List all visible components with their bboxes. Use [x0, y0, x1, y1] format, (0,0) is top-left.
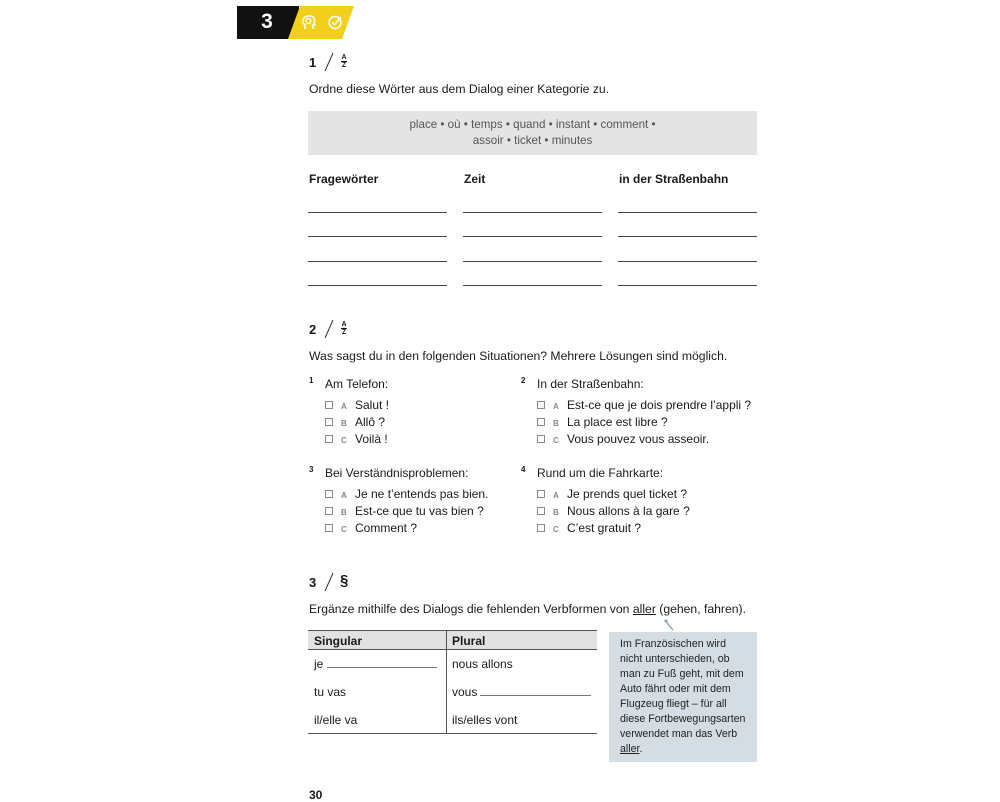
checkbox[interactable]: [325, 435, 333, 443]
exercise-divider-icon: [322, 51, 336, 73]
table-cell: il/elle va: [314, 713, 358, 727]
checkbox[interactable]: [325, 418, 333, 426]
option-row[interactable]: B Nous allons à la gare ?: [537, 504, 690, 518]
answer-line[interactable]: [308, 236, 447, 237]
table-rule: [308, 649, 597, 650]
table-header-plural: Plural: [452, 634, 486, 648]
answer-line[interactable]: [463, 261, 602, 262]
question-title: Rund um die Fahrkarte:: [537, 466, 664, 480]
grammar-section-icon: §: [340, 572, 349, 589]
checkbox[interactable]: [537, 490, 545, 498]
answer-line[interactable]: [463, 212, 602, 213]
blank-line[interactable]: [480, 695, 591, 696]
exercise-divider-icon: [322, 318, 336, 340]
option-row[interactable]: A Salut !: [325, 398, 389, 412]
exercise-2-number: 2: [309, 322, 317, 337]
exercise-3-instruction: Ergänze mithilfe des Dialogs die fehlenden Verbformen von aller (gehen, fahren).: [309, 602, 746, 616]
table-cell: tu vas: [314, 685, 347, 699]
question-number: 4: [521, 465, 526, 474]
checkbox[interactable]: [537, 435, 545, 443]
option-row[interactable]: C Comment ?: [325, 521, 417, 535]
word-bank: [308, 111, 757, 155]
az-vocabulary-icon: A Z: [341, 321, 347, 336]
table-cell: ils/elles vont: [452, 713, 518, 727]
question-title: Am Telefon:: [325, 377, 389, 391]
table-divider: [446, 631, 447, 733]
column-header-strassenbahn: in der Straßenbahn: [619, 172, 729, 186]
answer-line[interactable]: [618, 212, 757, 213]
checkbox[interactable]: [537, 418, 545, 426]
answer-line[interactable]: [463, 236, 602, 237]
answer-line[interactable]: [463, 285, 602, 286]
option-row[interactable]: C C’est gratuit ?: [537, 521, 641, 535]
page-number: 30: [309, 788, 323, 802]
exercise-1-number: 1: [309, 55, 317, 70]
option-row[interactable]: B Est-ce que tu vas bien ?: [325, 504, 484, 518]
exercise-3-number: 3: [309, 575, 317, 590]
question-title: In der Straßenbahn:: [537, 377, 644, 391]
az-vocabulary-icon: A Z: [341, 54, 347, 69]
answer-line[interactable]: [618, 236, 757, 237]
table-cell: vous: [452, 685, 478, 699]
checkbox[interactable]: [325, 401, 333, 409]
chapter-number: 3: [261, 10, 273, 33]
question-number: 1: [309, 376, 314, 385]
checkbox[interactable]: [537, 401, 545, 409]
answer-line[interactable]: [308, 212, 447, 213]
option-row[interactable]: B La place est libre ?: [537, 415, 668, 429]
answer-line[interactable]: [308, 261, 447, 262]
table-cell: je: [314, 657, 324, 671]
info-box: Im Französischen wird nicht unterschieden, ob man zu Fuß geht, mit dem Auto fährt oder mit dem Flugzeug fliegt – für all diese Fortbewegungsarten verwendet man das Verb aller.: [609, 632, 757, 762]
answer-line[interactable]: [308, 285, 447, 286]
option-row[interactable]: C Voilà !: [325, 432, 388, 446]
table-rule: [308, 630, 597, 631]
question-number: 2: [521, 376, 526, 385]
column-header-fragewoerter: Fragewörter: [309, 172, 379, 186]
table-cell: nous allons: [452, 657, 513, 671]
head-lightbulb-icon: [300, 13, 318, 31]
option-row[interactable]: A Je ne t’entends pas bien.: [325, 487, 488, 501]
target-check-icon: [326, 13, 344, 31]
table-rule: [308, 733, 597, 734]
checkbox[interactable]: [325, 490, 333, 498]
table-header-singular: Singular: [314, 634, 363, 648]
answer-line[interactable]: [618, 285, 757, 286]
word-bank-line-1: place • où • temps • quand • instant • comment •: [409, 118, 656, 131]
word-bank-line-2: assoir • ticket • minutes: [472, 134, 593, 147]
checkbox[interactable]: [537, 524, 545, 532]
blank-line[interactable]: [327, 667, 437, 668]
answer-line[interactable]: [618, 261, 757, 262]
checkbox[interactable]: [537, 507, 545, 515]
option-row[interactable]: A Est-ce que je dois prendre l’appli ?: [537, 398, 751, 412]
checkbox[interactable]: [325, 507, 333, 515]
question-number: 3: [309, 465, 314, 474]
question-title: Bei Verständnisproblemen:: [325, 466, 469, 480]
exercise-divider-icon: [322, 571, 336, 593]
option-row[interactable]: B Allô ?: [325, 415, 385, 429]
exercise-2-instruction: Was sagst du in den folgenden Situationen? Mehrere Lösungen sind möglich.: [309, 349, 728, 363]
exercise-1-instruction: Ordne diese Wörter aus dem Dialog einer Kategorie zu.: [309, 82, 610, 96]
checkbox[interactable]: [325, 524, 333, 532]
option-row[interactable]: C Vous pouvez vous asseoir.: [537, 432, 709, 446]
option-row[interactable]: A Je prends quel ticket ?: [537, 487, 687, 501]
column-header-zeit: Zeit: [464, 172, 486, 186]
